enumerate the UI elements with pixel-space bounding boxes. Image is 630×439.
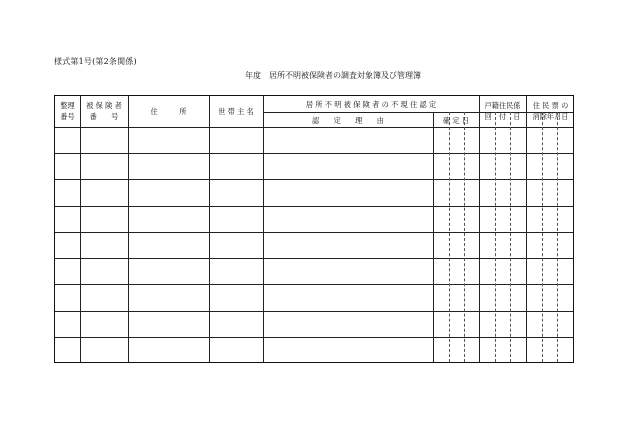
header-juminhyo-2: 消除年月日: [532, 112, 569, 121]
header-jusho: 住 所: [150, 107, 187, 116]
column-line: [433, 112, 434, 362]
header-nintei-riyu: 認 定 理 由: [312, 116, 384, 125]
header-koseki-2: 回 付 日: [484, 112, 521, 121]
date-divider-line: [495, 112, 496, 362]
date-divider-line: [542, 112, 543, 362]
column-line: [526, 96, 527, 362]
column-line: [128, 96, 129, 362]
header-seiri-2: 番号: [60, 112, 75, 121]
form-title: [0, 70, 630, 81]
date-divider-line: [464, 112, 465, 362]
date-divider-line: [449, 112, 450, 362]
form-number: 様式第1号(第2条関係): [54, 57, 137, 66]
header-hihokensha-2: 番 号: [89, 112, 119, 121]
header-kakutei: 確 定 日: [442, 116, 470, 125]
column-line: [263, 96, 264, 362]
column-line: [209, 96, 210, 362]
header-koseki-1: 戸籍住民係: [484, 101, 521, 110]
header-fumei: 居 所 不 明 被 保 険 者 の 不 現 住 認 定: [305, 100, 437, 109]
column-line: [479, 96, 480, 362]
column-line: [80, 96, 81, 362]
header-setai: 世 帯 主 名: [218, 107, 254, 116]
header-hihokensha-1: 被 保 険 者: [86, 101, 122, 110]
date-divider-line: [557, 112, 558, 362]
form-title-text: 年度 居所不明被保険者の調査対象簿及び管理簿: [245, 71, 421, 80]
header-seiri-1: 整理: [60, 101, 75, 110]
ledger-table: [54, 95, 574, 363]
date-divider-line: [510, 112, 511, 362]
header-juminhyo-1: 住 民 票 の: [532, 101, 569, 110]
